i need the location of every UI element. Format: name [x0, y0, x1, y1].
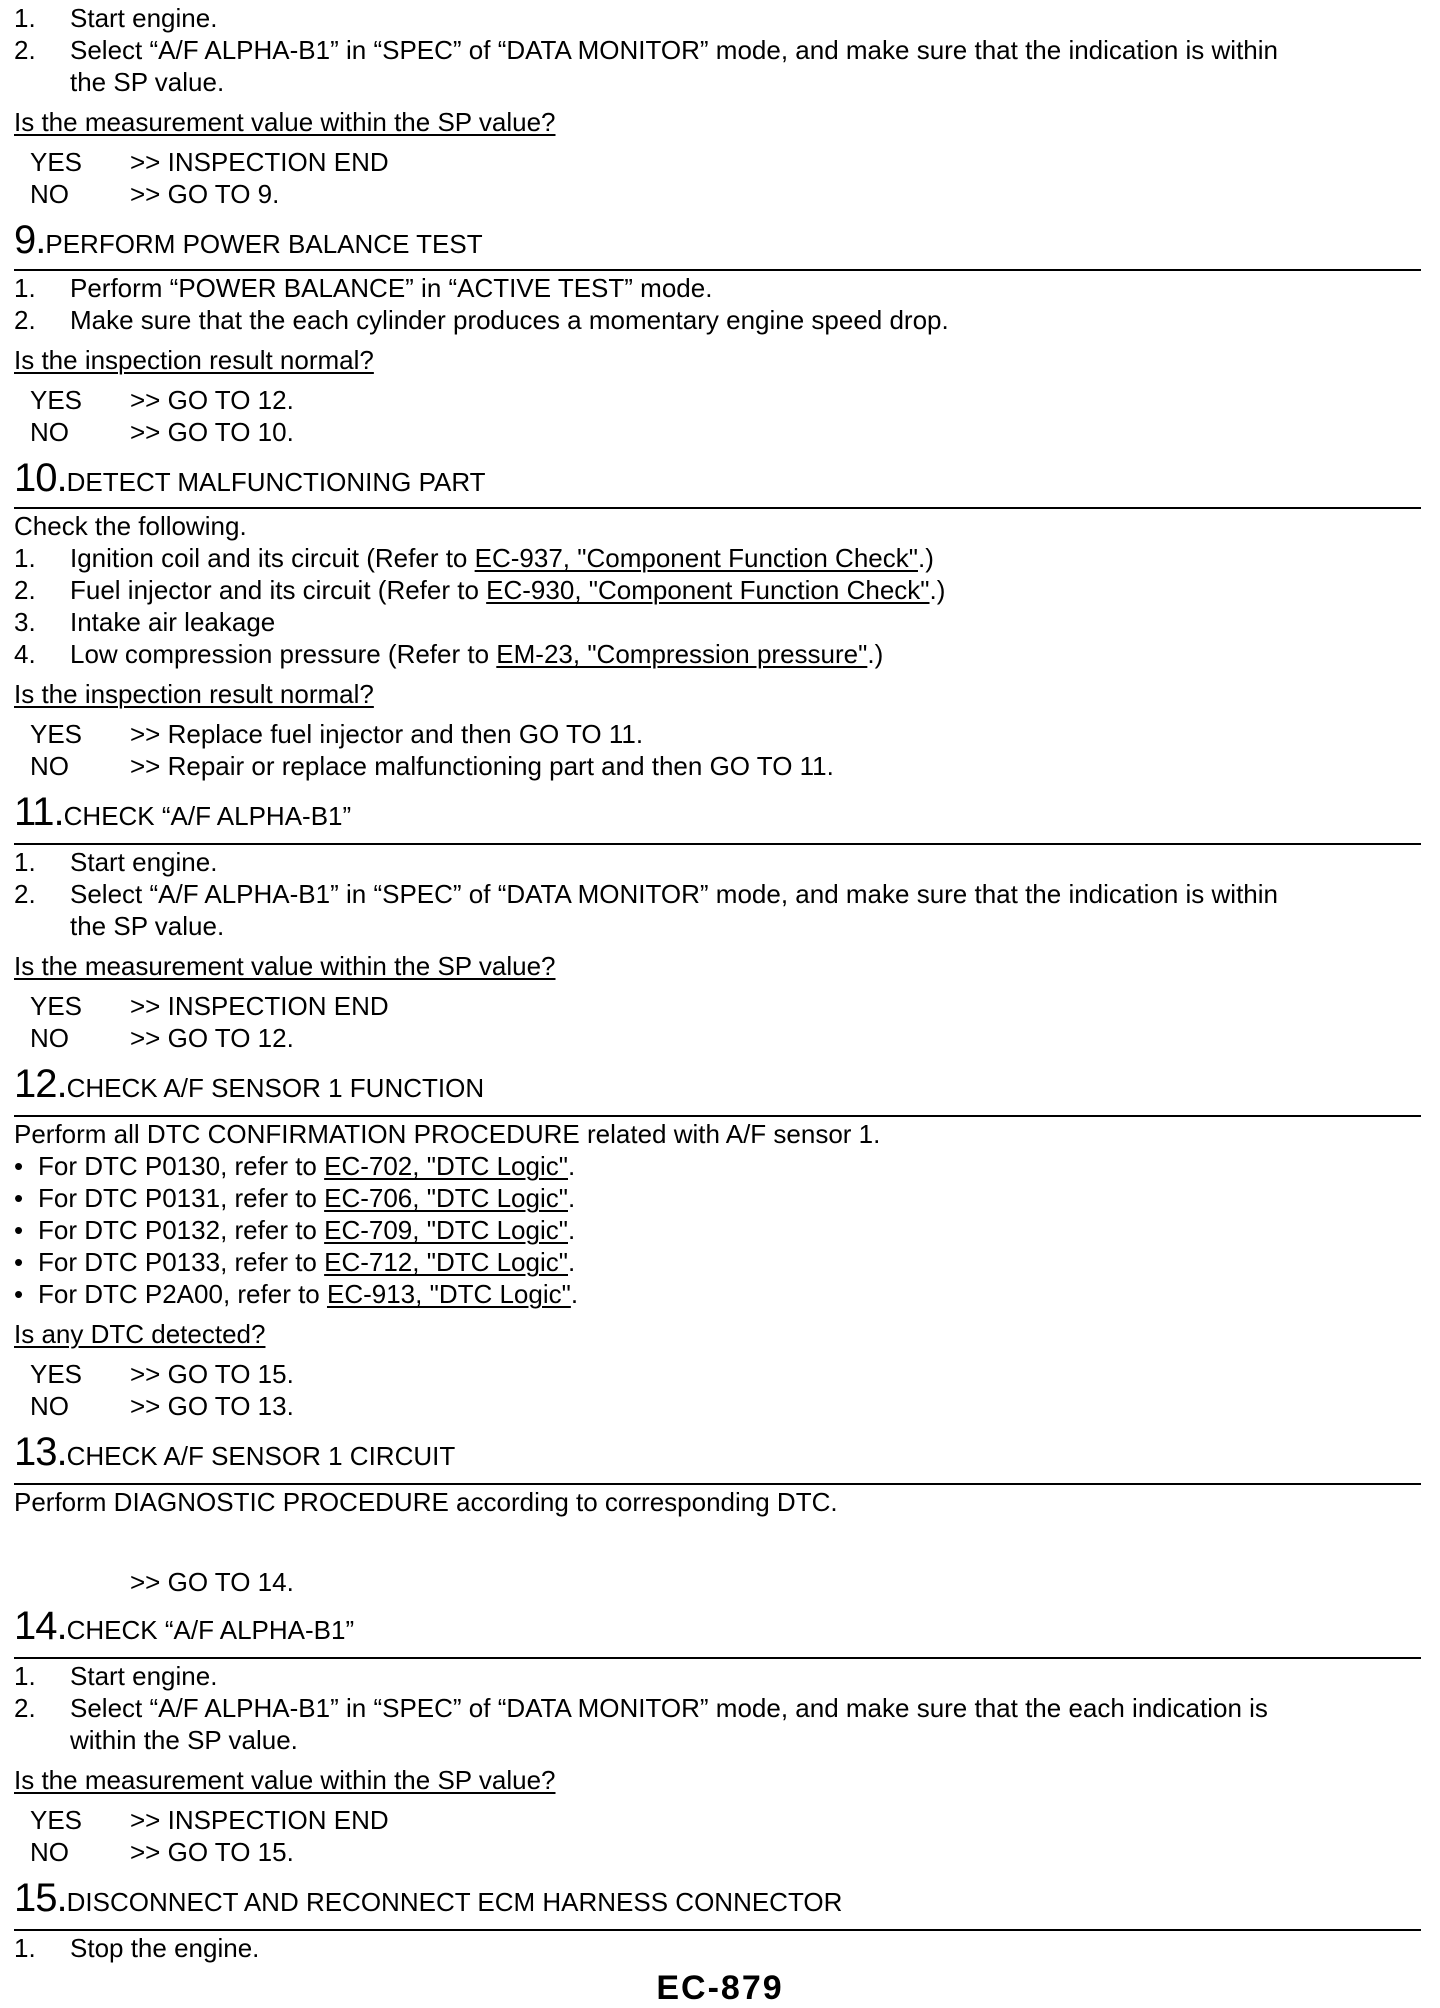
section-number: 13.	[14, 1430, 67, 1474]
step-number: 2.	[14, 35, 36, 65]
section-title: PERFORM POWER BALANCE TEST	[45, 229, 483, 259]
answer-value: >> GO TO 14.	[130, 1567, 294, 1597]
question	[14, 1764, 556, 1796]
section-number: 12.	[14, 1062, 67, 1106]
section-divider	[14, 1929, 1421, 1931]
reference-link[interactable]: EC-706, "DTC Logic"	[324, 1183, 568, 1213]
bullet-text-pre: For DTC P0131, refer to	[38, 1183, 325, 1213]
bullet-icon: •	[14, 1183, 24, 1213]
question	[14, 1318, 265, 1350]
step-text: Make sure that the each cylinder produces a momentary engine speed drop.	[70, 305, 949, 335]
step-text: the SP value.	[70, 911, 225, 941]
step-text	[70, 606, 275, 638]
step-number: 2.	[14, 1693, 36, 1723]
section-heading-13	[14, 1432, 455, 1472]
answer-key: NO	[30, 1837, 69, 1867]
bullet-text-pre: For DTC P0133, refer to	[38, 1247, 325, 1277]
bullet-text	[38, 1278, 578, 1310]
bullet-icon: •	[14, 1151, 24, 1181]
answer-value: >> GO TO 9.	[130, 179, 280, 209]
question	[14, 344, 374, 376]
step-text: within the SP value.	[70, 1725, 298, 1755]
section-number: 15.	[14, 1876, 67, 1920]
answer-key: YES	[30, 991, 83, 1021]
intro-text-content: Perform all DTC CONFIRMATION PROCEDURE related with A/F sensor 1.	[14, 1119, 881, 1149]
answer-key: YES	[30, 719, 83, 749]
bullet-text-pre: For DTC P0130, refer to	[38, 1151, 325, 1181]
bullet-icon: •	[14, 1279, 24, 1309]
reference-link[interactable]: EC-930, "Component Function Check"	[486, 575, 930, 605]
bullet-icon: •	[14, 1215, 24, 1245]
answer-value: >> Repair or replace malfunctioning part and then GO TO 11.	[130, 751, 834, 781]
question-text: Is any DTC detected?	[14, 1319, 266, 1349]
bullet-text-post: .	[570, 1279, 579, 1309]
step-number: 4.	[14, 639, 36, 669]
step-text	[70, 574, 945, 606]
section-divider	[14, 1483, 1421, 1485]
step-text	[70, 638, 883, 670]
step-text-pre: Low compression pressure (Refer to	[70, 639, 497, 669]
bullet-text-post: .	[568, 1183, 576, 1213]
bullet-text-post: .	[568, 1151, 576, 1181]
answer-key: NO	[30, 179, 69, 209]
question-text: Is the measurement value within the SP value?	[14, 951, 556, 981]
section-heading-9	[14, 220, 483, 260]
section-number: 14.	[14, 1604, 67, 1648]
answer-value: >> GO TO 12.	[130, 385, 294, 415]
step-number: 1.	[14, 1661, 36, 1691]
step-text-pre: Intake air leakage	[70, 607, 276, 637]
answer-key: NO	[30, 417, 69, 447]
step-number: 1.	[14, 1933, 36, 1963]
section-title: DETECT MALFUNCTIONING PART	[66, 467, 486, 497]
answer-value: >> INSPECTION END	[130, 1805, 389, 1835]
bullet-text	[38, 1214, 575, 1246]
reference-link[interactable]: EC-702, "DTC Logic"	[324, 1151, 568, 1181]
section-heading-12	[14, 1064, 484, 1104]
section-title: CHECK A/F SENSOR 1 CIRCUIT	[66, 1441, 456, 1471]
section-divider	[14, 843, 1421, 845]
question-text: Is the measurement value within the SP value?	[14, 1765, 556, 1795]
step-number: 2.	[14, 575, 36, 605]
answer-key: YES	[30, 1359, 83, 1389]
page-number-footer: EC-879	[656, 1969, 784, 2007]
section-divider	[14, 1657, 1421, 1659]
question-text: Is the inspection result normal?	[14, 345, 374, 375]
reference-link[interactable]: EC-913, "DTC Logic"	[326, 1279, 571, 1309]
section-number: 9.	[14, 218, 46, 262]
step-text: Perform “POWER BALANCE” in “ACTIVE TEST” mode.	[70, 273, 713, 303]
step-text: Start engine.	[70, 847, 218, 877]
answer-key: YES	[30, 385, 83, 415]
answer-value: >> INSPECTION END	[130, 991, 389, 1021]
intro-text-content: Perform DIAGNOSTIC PROCEDURE according to corresponding DTC.	[14, 1487, 838, 1517]
step-text-pre: Ignition coil and its circuit (Refer to	[70, 543, 475, 573]
bullet-icon: •	[14, 1247, 24, 1277]
reference-link[interactable]: EC-709, "DTC Logic"	[324, 1215, 568, 1245]
answer-value: >> GO TO 13.	[130, 1391, 294, 1421]
bullet-text	[38, 1150, 575, 1182]
answer-value: >> GO TO 10.	[130, 417, 294, 447]
intro-text	[14, 1118, 880, 1150]
step-number: 2.	[14, 305, 36, 335]
answer-value: >> GO TO 15.	[130, 1359, 294, 1389]
step-number: 3.	[14, 607, 36, 637]
bullet-text	[38, 1246, 575, 1278]
step-text-post: .)	[867, 639, 884, 669]
step-number: 1.	[14, 847, 36, 877]
step-text: Start engine.	[70, 1661, 218, 1691]
step-number: 2.	[14, 879, 36, 909]
intro-text	[14, 1486, 838, 1518]
section-divider	[14, 1115, 1421, 1117]
question	[14, 106, 556, 138]
intro-text-content: Check the following.	[14, 511, 247, 541]
step-text: Stop the engine.	[70, 1933, 260, 1963]
bullet-text-pre: For DTC P2A00, refer to	[38, 1279, 327, 1309]
step-number: 1.	[14, 543, 36, 573]
section-heading-15	[14, 1878, 842, 1918]
bullet-text-pre: For DTC P0132, refer to	[38, 1215, 325, 1245]
intro-text	[14, 510, 247, 542]
step-text: Select “A/F ALPHA-B1” in “SPEC” of “DATA MONITOR” mode, and make sure that the indication is within	[70, 35, 1278, 65]
section-number: 11.	[14, 790, 64, 834]
reference-link[interactable]: EM-23, "Compression pressure"	[496, 639, 868, 669]
answer-value: >> GO TO 15.	[130, 1837, 294, 1867]
question-text: Is the measurement value within the SP value?	[14, 107, 556, 137]
answer-key: NO	[30, 751, 69, 781]
step-text-post: .)	[917, 543, 934, 573]
answer-key: YES	[30, 1805, 83, 1835]
step-text: Select “A/F ALPHA-B1” in “SPEC” of “DATA MONITOR” mode, and make sure that the each indication is	[70, 1693, 1268, 1723]
step-text	[70, 542, 934, 574]
step-number: 1.	[14, 3, 36, 33]
answer-value: >> INSPECTION END	[130, 147, 389, 177]
answer-key: NO	[30, 1391, 69, 1421]
section-title: CHECK “A/F ALPHA-B1”	[63, 801, 352, 831]
step-text-pre: Fuel injector and its circuit (Refer to	[70, 575, 487, 605]
section-title: CHECK “A/F ALPHA-B1”	[66, 1615, 355, 1645]
section-title: CHECK A/F SENSOR 1 FUNCTION	[66, 1073, 485, 1103]
bullet-text	[38, 1182, 575, 1214]
step-text: Select “A/F ALPHA-B1” in “SPEC” of “DATA MONITOR” mode, and make sure that the indication is within	[70, 879, 1278, 909]
step-number: 1.	[14, 273, 36, 303]
question	[14, 950, 556, 982]
section-heading-10	[14, 458, 486, 498]
step-text: Start engine.	[70, 3, 218, 33]
answer-key: YES	[30, 147, 83, 177]
section-divider	[14, 507, 1421, 509]
section-number: 10.	[14, 456, 67, 500]
question-text: Is the inspection result normal?	[14, 679, 374, 709]
step-text-post: .)	[929, 575, 946, 605]
bullet-text-post: .	[568, 1247, 576, 1277]
bullet-text-post: .	[568, 1215, 576, 1245]
section-heading-14	[14, 1606, 354, 1646]
reference-link[interactable]: EC-712, "DTC Logic"	[324, 1247, 568, 1277]
reference-link[interactable]: EC-937, "Component Function Check"	[474, 543, 918, 573]
answer-key: NO	[30, 1023, 69, 1053]
section-heading-11	[14, 792, 351, 832]
answer-value: >> Replace fuel injector and then GO TO 11.	[130, 719, 644, 749]
answer-value: >> GO TO 12.	[130, 1023, 294, 1053]
section-title: DISCONNECT AND RECONNECT ECM HARNESS CONNECTOR	[66, 1887, 843, 1917]
section-divider	[14, 269, 1421, 271]
question	[14, 678, 374, 710]
step-text: the SP value.	[70, 67, 225, 97]
